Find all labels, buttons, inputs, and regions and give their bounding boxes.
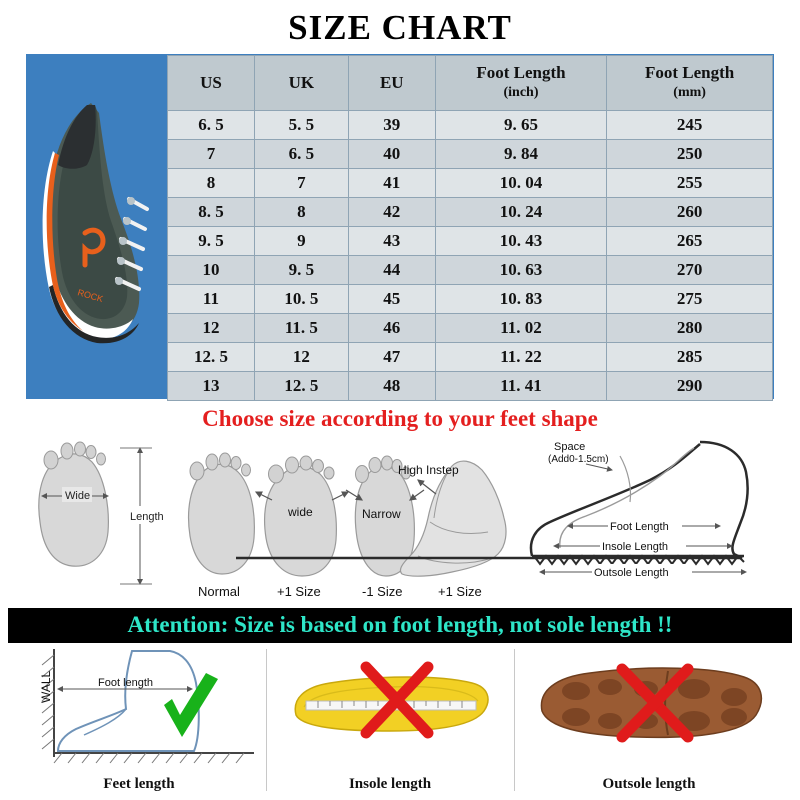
- cell-mm: 245: [607, 111, 773, 140]
- cell-us: 9. 5: [168, 227, 255, 256]
- table-row: [168, 140, 773, 169]
- cell-inch: 10. 63: [435, 256, 607, 285]
- column-header-uk: UK: [254, 56, 348, 111]
- svg-text:-1 Size: -1 Size: [362, 584, 403, 599]
- product-shoe-image: [27, 55, 167, 398]
- svg-text:(Add0-1.5cm): (Add0-1.5cm): [548, 454, 609, 465]
- svg-text:ROCK: ROCK: [76, 287, 105, 305]
- table-row: [168, 111, 773, 140]
- foot-shape-narrow: [346, 456, 424, 599]
- cell-uk: 9: [254, 227, 348, 256]
- cell-us: 8. 5: [168, 198, 255, 227]
- column-header-foot-length-inch: Foot Length (inch): [435, 56, 607, 111]
- table-row: [168, 198, 773, 227]
- outsole-illustration: [518, 645, 780, 773]
- cell-eu: 41: [348, 169, 435, 198]
- cell-inch: 11. 41: [435, 372, 607, 401]
- cell-eu: 47: [348, 343, 435, 372]
- cell-inch: 10. 83: [435, 285, 607, 314]
- cell-mm: 290: [607, 372, 773, 401]
- table-row: [168, 372, 773, 401]
- column-header-eu: EU: [348, 56, 435, 111]
- svg-text:High Instep: High Instep: [398, 463, 459, 477]
- svg-text:Foot Length: Foot Length: [610, 521, 669, 533]
- cell-uk: 12. 5: [254, 372, 348, 401]
- cell-us: 8: [168, 169, 255, 198]
- foot-shapes-svg: [20, 436, 780, 606]
- table-header-row: [168, 56, 773, 111]
- cell-eu: 42: [348, 198, 435, 227]
- cell-mm: 275: [607, 285, 773, 314]
- cell-us: 13: [168, 372, 255, 401]
- cell-mm: 285: [607, 343, 773, 372]
- cell-uk: 5. 5: [254, 111, 348, 140]
- svg-text:+1 Size: +1 Size: [277, 584, 321, 599]
- cell-us: 11: [168, 285, 255, 314]
- foot-measure-diagram: [39, 442, 164, 584]
- cell-eu: 39: [348, 111, 435, 140]
- foot-shape-diagram-strip: [20, 436, 780, 606]
- cell-uk: 12: [254, 343, 348, 372]
- svg-text:Foot length: Foot length: [98, 677, 154, 689]
- cell-us: 7: [168, 140, 255, 169]
- cell-us: 12. 5: [168, 343, 255, 372]
- table-row: [168, 343, 773, 372]
- cell-mm: 280: [607, 314, 773, 343]
- size-table-body: [168, 111, 773, 401]
- divider: [514, 649, 515, 791]
- insole-illustration: [270, 645, 510, 773]
- attention-banner: Attention: Size is based on foot length, not sole length !!: [8, 608, 792, 643]
- cell-inch: 11. 02: [435, 314, 607, 343]
- cell-us: 12: [168, 314, 255, 343]
- cell-eu: 46: [348, 314, 435, 343]
- svg-text:wide: wide: [288, 505, 313, 519]
- cell-mm: 260: [607, 198, 773, 227]
- insole-length-label: Insole length: [348, 776, 432, 792]
- table-row: [168, 227, 773, 256]
- svg-text:Narrow: Narrow: [362, 507, 401, 521]
- svg-text:WALL: WALL: [39, 670, 53, 703]
- svg-text:Insole Length: Insole Length: [602, 541, 669, 553]
- cell-eu: 44: [348, 256, 435, 285]
- svg-text:Length: Length: [130, 511, 164, 523]
- table-row: [168, 256, 773, 285]
- svg-text:Normal: Normal: [198, 584, 240, 599]
- column-header-us: US: [168, 56, 255, 111]
- cell-eu: 48: [348, 372, 435, 401]
- cell-uk: 7: [254, 169, 348, 198]
- cell-eu: 43: [348, 227, 435, 256]
- cell-inch: 10. 04: [435, 169, 607, 198]
- feet-length-illustration: [14, 645, 264, 773]
- cell-inch: 9. 65: [435, 111, 607, 140]
- svg-text:Space: Space: [554, 441, 586, 453]
- page-title: SIZE CHART: [288, 8, 512, 47]
- shoe-illustration: [29, 91, 167, 351]
- table-row: [168, 314, 773, 343]
- table-row: [168, 169, 773, 198]
- feet-length-panel: [14, 645, 264, 795]
- outsole-length-panel: [518, 645, 780, 795]
- cell-mm: 250: [607, 140, 773, 169]
- cell-mm: 265: [607, 227, 773, 256]
- svg-text:Wide: Wide: [65, 490, 91, 502]
- foot-shape-normal: [189, 453, 255, 599]
- cell-inch: 9. 84: [435, 140, 607, 169]
- size-table-wrapper: [167, 55, 773, 398]
- svg-text:Outsole Length: Outsole Length: [594, 567, 669, 579]
- column-header-foot-length-mm: Foot Length (mm): [607, 56, 773, 111]
- cell-uk: 10. 5: [254, 285, 348, 314]
- table-row: [168, 285, 773, 314]
- cell-uk: 11. 5: [254, 314, 348, 343]
- cell-inch: 11. 22: [435, 343, 607, 372]
- insole-length-panel: [270, 645, 510, 795]
- cell-us: 10: [168, 256, 255, 285]
- cell-uk: 8: [254, 198, 348, 227]
- outsole-length-label: Outsole length: [602, 776, 696, 792]
- choose-size-heading: Choose size according to your feet shape: [202, 406, 598, 431]
- cell-inch: 10. 43: [435, 227, 607, 256]
- cell-eu: 40: [348, 140, 435, 169]
- cell-inch: 10. 24: [435, 198, 607, 227]
- size-table: [167, 55, 773, 401]
- svg-text:+1 Size: +1 Size: [438, 584, 482, 599]
- divider: [266, 649, 267, 791]
- feet-length-label: Feet length: [103, 776, 175, 792]
- cell-eu: 45: [348, 285, 435, 314]
- foot-shape-wide: [256, 456, 348, 599]
- cell-us: 6. 5: [168, 111, 255, 140]
- cell-mm: 270: [607, 256, 773, 285]
- cell-uk: 9. 5: [254, 256, 348, 285]
- measurement-comparison-strip: [14, 645, 786, 795]
- cell-uk: 6. 5: [254, 140, 348, 169]
- cell-mm: 255: [607, 169, 773, 198]
- size-chart-panel: [26, 54, 774, 399]
